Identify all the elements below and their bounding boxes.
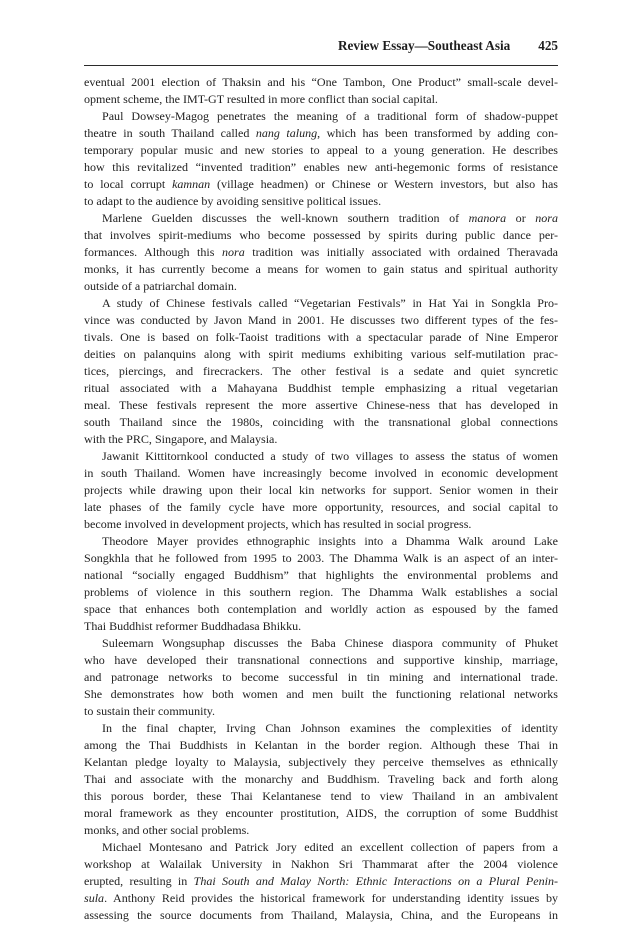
italic-term: sula xyxy=(84,891,105,905)
text-line xyxy=(84,244,558,261)
text-line xyxy=(84,312,558,329)
text-run: formances. Although this xyxy=(84,245,222,259)
text-run: Thai and associate with the monarchy and Buddhism. Traveling back and forth along xyxy=(84,772,558,786)
italic-term: manora xyxy=(468,211,507,225)
text-run: Songkhla that he followed from 1995 to 2003. The Dhamma Walk is an aspect of an inter- xyxy=(84,551,558,565)
text-line xyxy=(84,159,558,176)
text-run: with the PRC, Singapore, and Malaysia. xyxy=(84,432,278,446)
text-run: She demonstrates how both women and men built the functioning relational networks xyxy=(84,687,558,701)
text-line xyxy=(84,176,558,193)
text-run: eventual 2001 election of Thaksin and his “One Tambon, One Product” small-scale devel- xyxy=(84,75,558,89)
italic-term: kamnan xyxy=(172,177,211,191)
text-run: Marlene Guelden discusses the well-known southern tradition of xyxy=(102,211,469,225)
italic-term: nora xyxy=(535,211,559,225)
text-run: Paul Dowsey-Magog penetrates the meaning of a traditional form of shadow-puppet xyxy=(102,109,558,123)
text-line xyxy=(84,516,558,533)
text-run: or xyxy=(506,211,536,225)
text-run: erupted, resulting in xyxy=(84,874,194,888)
text-line xyxy=(102,210,558,227)
text-run: problems of violence in this southern region. The Dhamma Walk establishes a social xyxy=(84,585,558,599)
text-line xyxy=(84,567,558,584)
text-line xyxy=(102,533,558,550)
text-line xyxy=(102,448,558,465)
text-line xyxy=(84,550,558,567)
text-run: Suleemarn Wongsuphap discusses the Baba Chinese diaspora community of Phuket xyxy=(102,636,558,650)
text-run: space that enhances both contemplation and worldly action as espoused by the famed xyxy=(84,602,558,616)
text-run: among the Thai Buddhists in Kelantan in the border region. Although these Thai in xyxy=(84,738,558,752)
text-run: south Thailand since the 1980s, coinciding with the transnational global connections xyxy=(84,415,558,429)
text-run: to local corrupt xyxy=(84,177,173,191)
text-run: national “socially engaged Buddhism” that highlights the environmental problems and xyxy=(84,568,558,582)
text-line xyxy=(84,907,558,924)
text-line xyxy=(84,278,558,295)
text-line xyxy=(84,261,558,278)
text-run: tivals. One is based on folk-Taoist traditions with a spectacular parade of Nine Emperor xyxy=(84,330,558,344)
italic-term: nora xyxy=(221,245,245,259)
text-line xyxy=(84,703,558,720)
page-number: 425 xyxy=(538,38,558,53)
text-run: projects while drawing upon their local kin networks for support. Senior women in their xyxy=(84,483,558,497)
text-run: meal. These festivals represent the more assertive Chinese-ness that has developed in xyxy=(84,398,558,412)
text-line xyxy=(84,397,558,414)
text-run: deities on palanquins along with spirit mediums exhibiting various self-mutilation prac- xyxy=(84,347,558,361)
text-run: Jawanit Kittitornkool conducted a study of two villages to assess the status of women xyxy=(102,449,558,463)
text-run: that involves spirit-mediums who become possessed by spirits during public dance per- xyxy=(84,228,558,242)
text-line xyxy=(84,669,558,686)
text-line xyxy=(84,380,558,397)
text-line xyxy=(84,414,558,431)
text-line xyxy=(102,108,558,125)
text-run: theatre in south Thailand called xyxy=(84,126,256,140)
text-line xyxy=(84,805,558,822)
text-line xyxy=(84,873,558,890)
text-run: Theodore Mayer provides ethnographic insights into a Dhamma Walk around Lake xyxy=(102,534,558,548)
text-line xyxy=(84,499,558,516)
text-line xyxy=(84,686,558,703)
running-title: Review Essay—Southeast Asia xyxy=(338,38,511,53)
text-line xyxy=(84,193,558,210)
text-run: Thai Buddhist reformer Buddhadasa Bhikku. xyxy=(84,619,302,633)
text-run: opment scheme, the IMT-GT resulted in more conflict than social capital. xyxy=(84,92,438,106)
text-run: temporary popular music and new stories to appeal to a young generation. He describes xyxy=(84,143,558,157)
text-run: this porous border, these Thai Kelantanese tend to view Thailand in an ambivalent xyxy=(84,789,558,803)
text-line xyxy=(84,618,558,635)
text-line xyxy=(84,91,558,108)
italic-term: nang talung xyxy=(255,126,318,140)
text-run: . Anthony Reid provides the historical framework for understanding identity issues by xyxy=(104,891,558,905)
text-run: workshop at Walailak University in Nakhon Sri Thammarat after the 2004 violence xyxy=(84,857,558,871)
text-line xyxy=(84,363,558,380)
text-line xyxy=(84,465,558,482)
text-run: Kelantan pledge loyalty to Malaysia, subjectively they perceive themselves as ethnically xyxy=(84,755,558,769)
text-line xyxy=(84,329,558,346)
text-run: A study of Chinese festivals called “Vegetarian Festivals” in Hat Yai in Songkla Pro- xyxy=(102,296,558,310)
text-line xyxy=(84,601,558,618)
text-run: , which has been transformed by adding con- xyxy=(317,126,558,140)
text-line xyxy=(84,346,558,363)
text-line xyxy=(84,431,558,448)
text-line xyxy=(84,788,558,805)
text-run: who have developed their transnational connections and supportive kinship, marriage, xyxy=(84,653,558,667)
text-line xyxy=(84,482,558,499)
text-run: tices, piercings, and firecrackers. The other festival is a sedate and quiet syncretic xyxy=(84,364,558,378)
text-run: assessing the source documents from Thailand, Malaysia, China, and the Europeans in xyxy=(84,908,558,922)
text-line xyxy=(84,822,558,839)
text-line xyxy=(84,754,558,771)
text-line xyxy=(84,737,558,754)
header-rule xyxy=(84,65,558,66)
text-line xyxy=(84,584,558,601)
running-head xyxy=(0,38,558,54)
text-run: late phases of the family cycle have more opportunity, resources, and social capital to xyxy=(84,500,558,514)
text-line xyxy=(102,635,558,652)
text-run: Michael Montesano and Patrick Jory edited an excellent collection of papers from a xyxy=(102,840,558,854)
text-run: In the final chapter, Irving Chan Johnson examines the complexities of identity xyxy=(102,721,558,735)
text-run: to sustain their community. xyxy=(84,704,216,718)
text-run: and patronage networks to become successful in tin mining and international trade. xyxy=(84,670,558,684)
text-line xyxy=(84,771,558,788)
text-run: moral framework as they encounter prostitution, AIDS, the corruption of some Buddhist xyxy=(84,806,558,820)
text-run: ritual associated with a Mahayana Buddhist temple emphasizing a ritual vegetarian xyxy=(84,381,558,395)
text-run: monks, and other social problems. xyxy=(84,823,250,837)
text-line xyxy=(102,295,558,312)
text-line xyxy=(84,125,558,142)
text-line xyxy=(102,839,558,856)
text-line xyxy=(84,142,558,159)
text-run: outside of a patriarchal domain. xyxy=(84,279,237,293)
text-line xyxy=(84,227,558,244)
text-line xyxy=(84,890,558,907)
text-line xyxy=(84,856,558,873)
text-run: how this revitalized “invented tradition” enables new anti-hegemonic forms of resistance xyxy=(84,160,558,174)
italic-term: Thai South and Malay North: Ethnic Interactions on a Plural Penin- xyxy=(193,874,559,888)
text-line xyxy=(102,720,558,737)
text-line xyxy=(84,652,558,669)
text-run: in south Thailand. Women have increasingly become involved in economic development xyxy=(84,466,558,480)
text-line xyxy=(84,74,558,91)
text-run: vince was conducted by Javon Mand in 2001. He discusses two different types of the fes- xyxy=(84,313,558,327)
text-run: (village headmen) or Chinese or Western investors, but also has xyxy=(210,177,558,191)
text-run: monks, it has currently become a means for women to gain status and spiritual authority xyxy=(84,262,558,276)
text-run: become involved in development projects, which has resulted in social progress. xyxy=(84,517,472,531)
text-run: tradition was initially associated with ordained Theravada xyxy=(244,245,559,259)
text-run: to adapt to the audience by avoiding sensitive political issues. xyxy=(84,194,382,208)
